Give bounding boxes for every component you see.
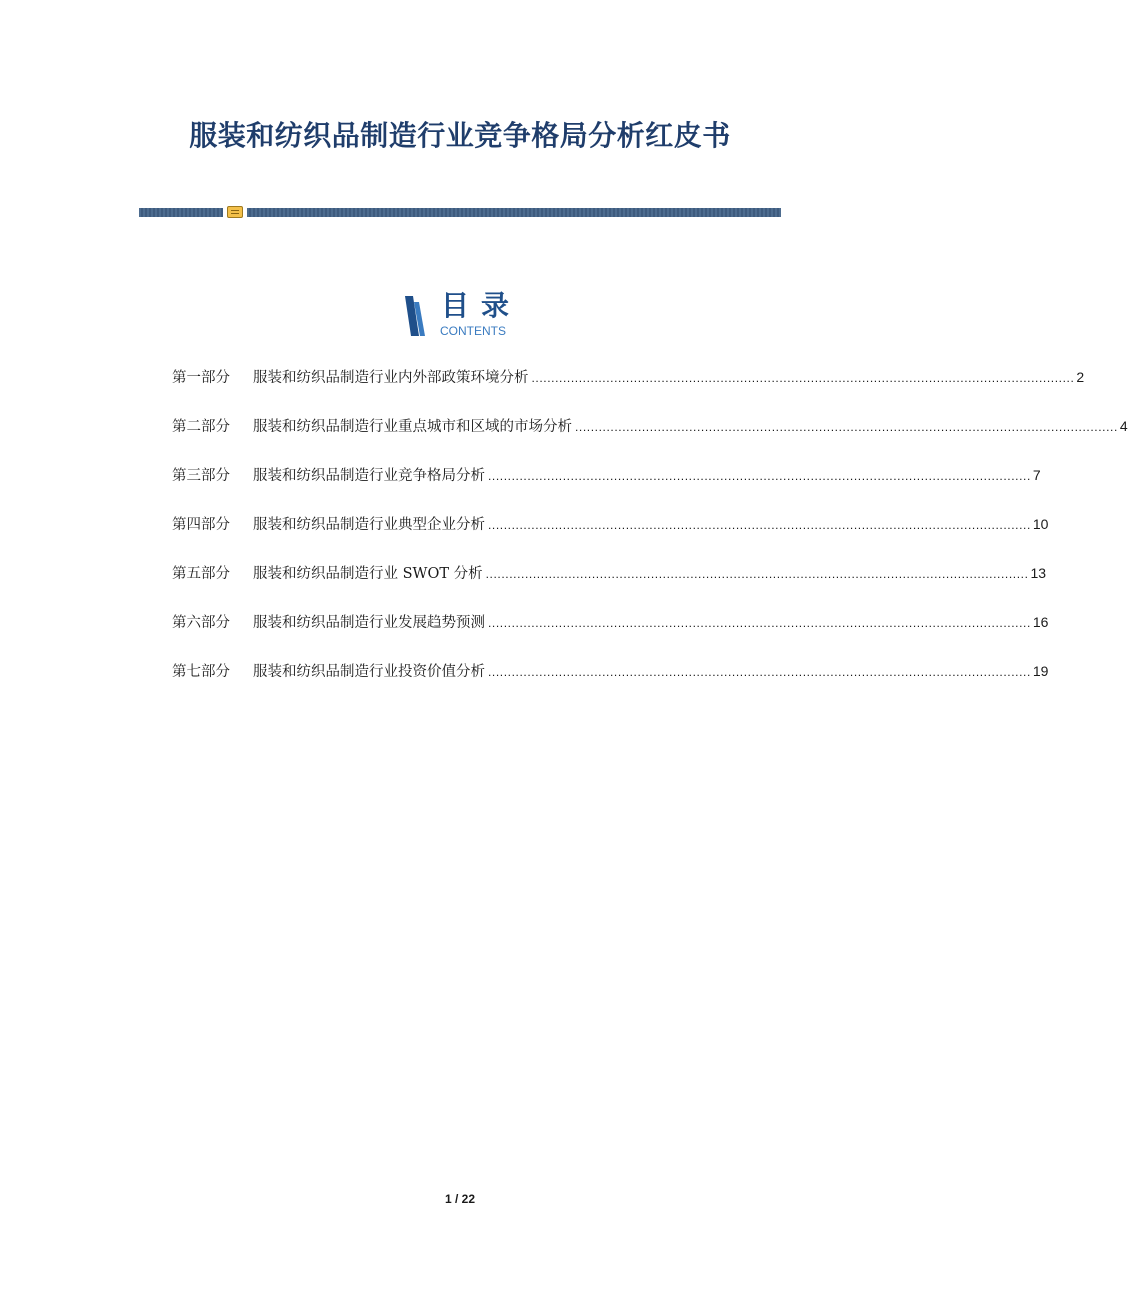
toc-entry[interactable] bbox=[172, 659, 1049, 708]
toc-entry-page: 2 bbox=[1076, 369, 1085, 385]
toc-entry-page: 19 bbox=[1032, 663, 1049, 679]
toc-entry[interactable] bbox=[172, 610, 1049, 659]
toc-slash-mark-icon bbox=[405, 296, 427, 336]
toc-entry-leader: .......................................................................................................................................... bbox=[488, 518, 1031, 532]
page-title: 服装和纺织品制造行业竞争格局分析红皮书 bbox=[189, 119, 731, 152]
toc-entry-page: 16 bbox=[1032, 614, 1049, 630]
toc-entry-leader: .......................................................................................................................................... bbox=[488, 616, 1031, 630]
toc-entry-part: 第六部分 bbox=[172, 615, 230, 631]
toc-heading-title: 目录 bbox=[441, 289, 522, 322]
toc-entry-title: 服装和纺织品制造行业发展趋势预测 bbox=[253, 615, 485, 631]
toc-entry[interactable] bbox=[172, 463, 1041, 512]
toc-entry-page: 13 bbox=[1030, 565, 1047, 581]
toc-heading-subtitle: CONTENTS bbox=[440, 324, 506, 338]
toc-entry-part: 第三部分 bbox=[172, 468, 230, 484]
toc-entry-title: 服装和纺织品制造行业重点城市和区域的市场分析 bbox=[253, 419, 572, 435]
toc-entry-title: 服装和纺织品制造行业内外部政策环境分析 bbox=[253, 370, 529, 386]
title-divider-right bbox=[247, 208, 781, 217]
toc-entry-title: 服装和纺织品制造行业 SWOT 分析 bbox=[253, 566, 483, 582]
toc-entry-title: 服装和纺织品制造行业典型企业分析 bbox=[253, 517, 485, 533]
toc-entry-leader: .......................................................................................................................................... bbox=[488, 665, 1031, 679]
toc-entry-part: 第二部分 bbox=[172, 419, 230, 435]
toc-entry-page: 10 bbox=[1032, 516, 1049, 532]
toc-entry-part: 第四部分 bbox=[172, 517, 230, 533]
toc-entry[interactable] bbox=[172, 512, 1049, 561]
toc-entry-leader: .......................................................................................................................................... bbox=[531, 371, 1075, 385]
toc-entry-part: 第一部分 bbox=[172, 370, 230, 386]
toc-entry-part: 第七部分 bbox=[172, 664, 230, 680]
toc-entry-leader: .......................................................................................................................................... bbox=[575, 420, 1118, 434]
toc-entry-leader: .......................................................................................................................................... bbox=[485, 567, 1029, 581]
toc-entry-page: 4 bbox=[1119, 418, 1128, 434]
toc-entry-title: 服装和纺织品制造行业投资价值分析 bbox=[253, 664, 485, 680]
toc-entry-title: 服装和纺织品制造行业竞争格局分析 bbox=[253, 468, 485, 484]
toc-entry-part: 第五部分 bbox=[172, 566, 230, 582]
toc-entry[interactable] bbox=[172, 365, 1085, 414]
toc-entry-leader: .......................................................................................................................................... bbox=[488, 469, 1031, 483]
page-number: 1 / 22 bbox=[444, 1192, 476, 1206]
toc-list bbox=[172, 365, 1128, 708]
toc-entry[interactable] bbox=[172, 561, 1047, 610]
toc-heading bbox=[405, 289, 545, 341]
title-divider-left bbox=[139, 208, 223, 217]
document-icon bbox=[227, 206, 243, 218]
toc-entry-page: 7 bbox=[1032, 467, 1041, 483]
toc-entry[interactable] bbox=[172, 414, 1128, 463]
